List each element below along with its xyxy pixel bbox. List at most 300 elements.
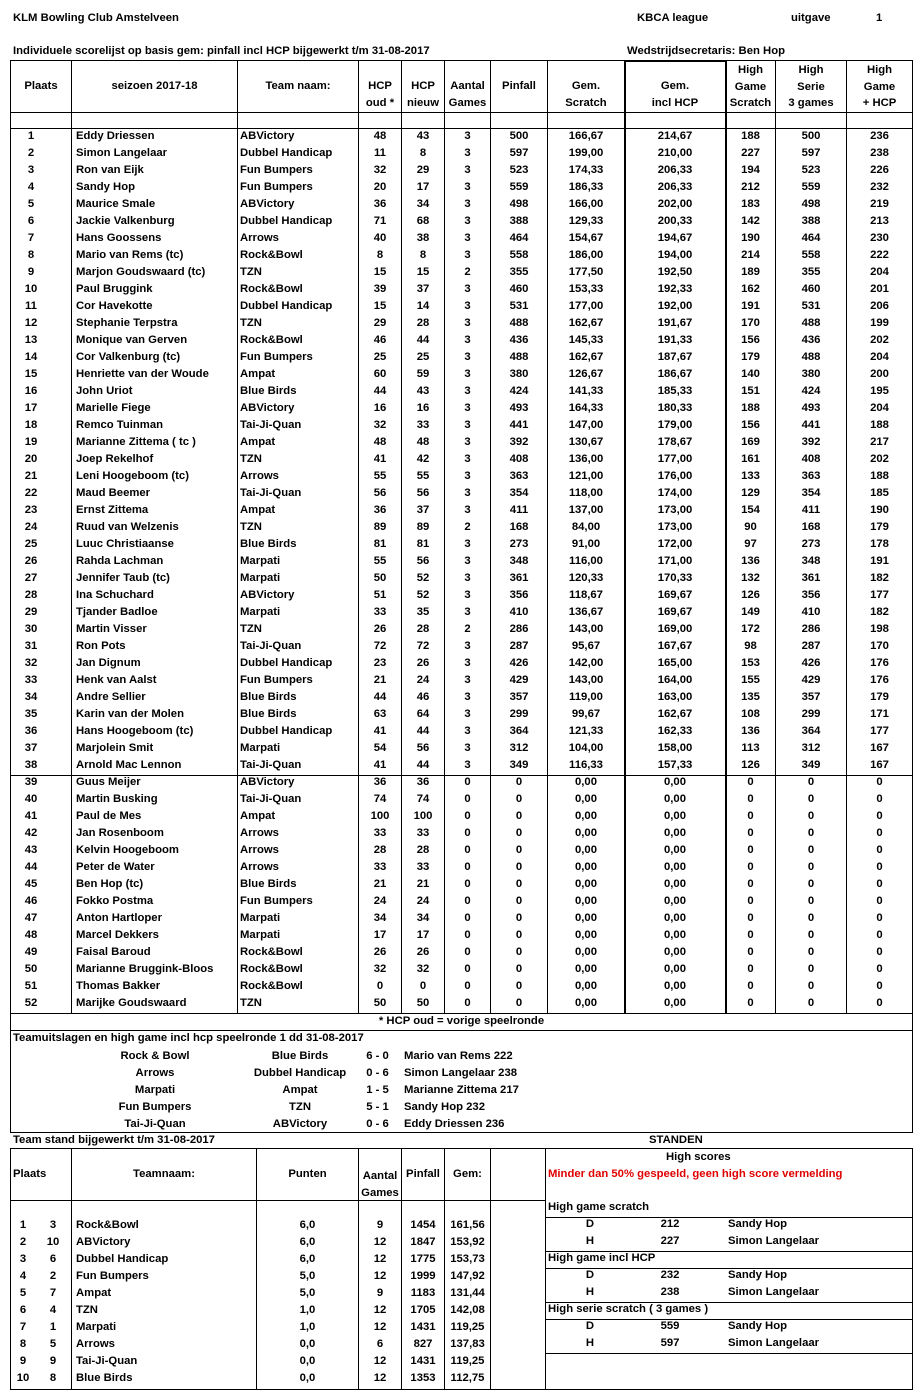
table-row xyxy=(0,231,923,248)
pinfall: 436 xyxy=(509,334,529,346)
hcp-old: 20 xyxy=(373,181,387,193)
avg-scratch: 0,00 xyxy=(575,793,597,805)
team-name: TZN xyxy=(240,453,262,465)
hcp-new: 29 xyxy=(416,164,430,176)
hcp-old: 34 xyxy=(373,912,387,924)
rank: 29 xyxy=(24,606,38,618)
high-game-scratch: 132 xyxy=(741,572,760,584)
stand-games: 12 xyxy=(373,1321,387,1333)
stand-prev: 2 xyxy=(49,1270,57,1282)
high-series: 464 xyxy=(801,232,821,244)
pinfall: 523 xyxy=(509,164,529,176)
high-game-hcp: 232 xyxy=(870,181,889,193)
high-game-hcp: 238 xyxy=(870,147,889,159)
player-name: Henk van Aalst xyxy=(76,674,157,686)
stand-team: Dubbel Handicap xyxy=(76,1253,169,1265)
high-game-scratch: 98 xyxy=(744,640,757,652)
pinfall: 388 xyxy=(509,215,529,227)
table-row xyxy=(0,741,923,758)
games: 3 xyxy=(464,453,471,465)
hcp-old: 44 xyxy=(373,385,387,397)
stand-points: 6,0 xyxy=(299,1253,316,1265)
avg-hcp: 0,00 xyxy=(664,776,686,788)
games: 0 xyxy=(464,793,471,805)
stand-games: 12 xyxy=(373,1253,387,1265)
high-game-scratch: 113 xyxy=(741,742,760,754)
pinfall: 531 xyxy=(509,300,529,312)
col-avg-hcp: Gem. incl HCP xyxy=(651,80,699,109)
hcp-old: 36 xyxy=(373,198,387,210)
divider xyxy=(545,1302,913,1303)
divider xyxy=(490,1148,491,1390)
avg-scratch: 126,67 xyxy=(568,368,604,380)
divider xyxy=(490,60,491,1013)
high-score-division: H xyxy=(585,1235,595,1247)
table-row xyxy=(0,945,923,962)
games: 3 xyxy=(464,606,471,618)
divider xyxy=(10,60,11,1013)
rank: 21 xyxy=(24,470,38,482)
rank: 17 xyxy=(24,402,38,414)
stand-games: 12 xyxy=(373,1372,387,1384)
team-name: Marpati xyxy=(240,929,281,941)
avg-hcp: 0,00 xyxy=(664,963,686,975)
table-row xyxy=(0,996,923,1013)
games: 0 xyxy=(464,997,471,1009)
high-game-scratch: 161 xyxy=(741,453,760,465)
league-name: KBCA league xyxy=(637,12,709,24)
team-name: Dubbel Handicap xyxy=(240,725,333,737)
stand-pinfall: 1353 xyxy=(410,1372,436,1384)
footnote: * HCP oud = vorige speelronde xyxy=(378,1015,545,1027)
home-team: Arrows xyxy=(135,1067,175,1079)
stand-place: 10 xyxy=(16,1372,30,1384)
player-name: Maud Beemer xyxy=(76,487,151,499)
games: 0 xyxy=(464,980,471,992)
team-name: Rock&Bowl xyxy=(240,334,303,346)
high-series: 287 xyxy=(801,640,821,652)
rank: 24 xyxy=(24,521,38,533)
avg-hcp: 192,50 xyxy=(657,266,693,278)
avg-scratch: 0,00 xyxy=(575,963,597,975)
hcp-new: 56 xyxy=(416,742,430,754)
divider xyxy=(10,1030,11,1132)
stand-prev: 10 xyxy=(46,1236,60,1248)
rank: 10 xyxy=(24,283,38,295)
hcp-old: 33 xyxy=(373,861,387,873)
divider xyxy=(10,1013,913,1014)
avg-hcp: 0,00 xyxy=(664,980,686,992)
avg-hcp: 0,00 xyxy=(664,793,686,805)
games: 3 xyxy=(464,402,471,414)
avg-scratch: 0,00 xyxy=(575,912,597,924)
games: 3 xyxy=(464,691,471,703)
rank: 11 xyxy=(25,300,37,312)
pinfall: 357 xyxy=(509,691,529,703)
high-game-hcp: 176 xyxy=(870,657,889,669)
col-games: Aantal Games xyxy=(448,80,487,109)
high-series: 597 xyxy=(801,147,821,159)
hcp-old: 72 xyxy=(373,640,387,652)
high-series: 559 xyxy=(801,181,821,193)
high-game-scratch: 0 xyxy=(747,878,754,890)
stand-avg: 142,08 xyxy=(450,1304,485,1316)
hcp-new: 52 xyxy=(416,589,430,601)
table-row xyxy=(0,792,923,809)
high-series: 312 xyxy=(801,742,821,754)
team-name: Blue Birds xyxy=(240,691,297,703)
secretary: Wedstrijdsecretaris: Ben Hop xyxy=(627,45,785,57)
rank: 34 xyxy=(24,691,38,703)
high-game-scratch: 136 xyxy=(741,725,760,737)
divider xyxy=(10,1013,11,1030)
avg-hcp: 192,00 xyxy=(657,300,693,312)
high-game-scratch: 169 xyxy=(741,436,760,448)
player-name: Marijke Goudswaard xyxy=(76,997,187,1009)
high-game-scratch: 0 xyxy=(747,793,754,805)
pinfall: 355 xyxy=(509,266,529,278)
stand-prev: 9 xyxy=(49,1355,57,1367)
avg-scratch: 118,67 xyxy=(569,589,603,601)
divider xyxy=(10,128,913,129)
stand-team: Rock&Bowl xyxy=(76,1219,139,1231)
avg-scratch: 154,67 xyxy=(568,232,604,244)
pinfall: 354 xyxy=(509,487,529,499)
high-series: 0 xyxy=(807,793,815,805)
hcp-old: 41 xyxy=(373,759,387,771)
stand-pinfall: 1183 xyxy=(410,1287,436,1299)
player-name: Remco Tuinman xyxy=(76,419,164,431)
high-game-scratch: 97 xyxy=(744,538,757,550)
high-game-scratch: 194 xyxy=(741,164,760,176)
rank: 35 xyxy=(24,708,38,720)
home-team: Tai-Ji-Quan xyxy=(124,1118,186,1130)
hcp-new: 52 xyxy=(416,572,430,584)
games: 3 xyxy=(464,232,471,244)
rank: 49 xyxy=(24,946,38,958)
hcp-old: 33 xyxy=(373,827,387,839)
hcp-old: 36 xyxy=(373,504,387,516)
high-game-hcp: 236 xyxy=(870,130,889,142)
hcp-new: 81 xyxy=(416,538,430,550)
stand-col-avg: Gem: xyxy=(453,1168,482,1180)
hcp-old: 26 xyxy=(373,946,387,958)
high-series: 408 xyxy=(801,453,821,465)
hcp-new: 0 xyxy=(419,980,427,992)
team-result-row xyxy=(0,1100,923,1117)
rank: 26 xyxy=(24,555,38,567)
high-game-hcp: 200 xyxy=(870,368,889,380)
hcp-old: 32 xyxy=(373,419,387,431)
high-game-hcp: 0 xyxy=(876,929,883,941)
high-game-hcp: 0 xyxy=(876,844,883,856)
stand-row xyxy=(0,1252,923,1269)
high-series: 488 xyxy=(801,317,821,329)
avg-scratch: 143,00 xyxy=(568,623,604,635)
hcp-new: 36 xyxy=(416,776,430,788)
stand-pinfall: 827 xyxy=(413,1338,433,1350)
avg-hcp: 192,33 xyxy=(657,283,693,295)
stand-avg: 147,92 xyxy=(450,1270,485,1282)
away-team: Dubbel Handicap xyxy=(253,1067,347,1079)
player-name: Ruud van Welzenis xyxy=(76,521,179,533)
score: 6 - 0 xyxy=(366,1050,389,1062)
games: 3 xyxy=(464,283,471,295)
player-name: Simon Langelaar xyxy=(76,147,168,159)
team-name: Dubbel Handicap xyxy=(240,300,333,312)
player-name: Martin Busking xyxy=(76,793,158,805)
high-game-scratch: 227 xyxy=(741,147,760,159)
team-name: ABVictory xyxy=(240,198,295,210)
avg-scratch: 129,33 xyxy=(568,215,604,227)
high-game-hcp: 182 xyxy=(870,572,889,584)
avg-scratch: 162,67 xyxy=(568,351,604,363)
table-row xyxy=(0,622,923,639)
high-game-hcp: 178 xyxy=(870,538,889,550)
hcp-new: 44 xyxy=(416,725,430,737)
stand-place: 5 xyxy=(19,1287,27,1299)
rank: 12 xyxy=(24,317,38,329)
stand-avg: 153,92 xyxy=(450,1236,485,1248)
high-score-division: D xyxy=(585,1320,595,1332)
high-game-hcp: 230 xyxy=(870,232,889,244)
hcp-new: 42 xyxy=(416,453,430,465)
team-name: ABVictory xyxy=(240,776,295,788)
col-hcp-old: HCP oud * xyxy=(365,80,395,109)
stand-games: 12 xyxy=(373,1355,387,1367)
stand-prev: 8 xyxy=(49,1372,57,1384)
pinfall: 493 xyxy=(509,402,529,414)
hcp-old: 21 xyxy=(373,674,387,686)
stand-pinfall: 1431 xyxy=(410,1355,436,1367)
avg-scratch: 186,33 xyxy=(568,181,604,193)
table-row xyxy=(0,435,923,452)
col-high-game-scratch: High Game Scratch xyxy=(729,64,772,109)
high-series: 0 xyxy=(807,946,815,958)
divider xyxy=(10,1200,545,1201)
rank: 4 xyxy=(27,181,35,193)
player-name: Paul de Mes xyxy=(76,810,142,822)
hcp-new: 48 xyxy=(416,436,430,448)
table-row xyxy=(0,877,923,894)
rank: 45 xyxy=(24,878,38,890)
avg-scratch: 95,67 xyxy=(571,640,601,652)
avg-hcp: 200,33 xyxy=(657,215,693,227)
high-game-scratch: 0 xyxy=(747,810,754,822)
stand-col-points: Punten xyxy=(288,1168,327,1180)
games: 3 xyxy=(464,164,471,176)
high-series: 364 xyxy=(801,725,821,737)
stand-prev: 5 xyxy=(49,1338,57,1350)
divider xyxy=(444,60,445,1013)
hcp-old: 0 xyxy=(376,980,384,992)
pinfall: 392 xyxy=(509,436,529,448)
avg-scratch: 116,33 xyxy=(569,759,603,771)
pinfall: 426 xyxy=(509,657,529,669)
avg-hcp: 177,00 xyxy=(657,453,693,465)
team-name: Rock&Bowl xyxy=(240,249,303,261)
stand-team: TZN xyxy=(76,1304,98,1316)
high-game-hcp: 177 xyxy=(870,589,889,601)
high-game-hcp: 198 xyxy=(870,623,889,635)
high-series: 0 xyxy=(807,861,815,873)
hcp-old: 11 xyxy=(374,147,386,159)
table-row xyxy=(0,758,923,775)
player-name: Leni Hoogeboom (tc) xyxy=(76,470,189,482)
avg-hcp: 172,00 xyxy=(657,538,693,550)
high-game-hcp: 0 xyxy=(876,861,883,873)
team-name: Blue Birds xyxy=(240,878,297,890)
pinfall: 0 xyxy=(515,827,523,839)
games: 0 xyxy=(464,861,471,873)
high-game-hcp: 226 xyxy=(870,164,889,176)
player-name: Marcel Dekkers xyxy=(76,929,159,941)
games: 3 xyxy=(464,419,471,431)
pinfall: 597 xyxy=(509,147,529,159)
high-game-hcp: 0 xyxy=(876,946,883,958)
hcp-new: 15 xyxy=(416,266,430,278)
high-score-player: Simon Langelaar xyxy=(728,1337,820,1349)
stand-avg: 119,25 xyxy=(450,1355,485,1367)
avg-hcp: 0,00 xyxy=(664,861,686,873)
divider xyxy=(10,1148,11,1390)
team-name: ABVictory xyxy=(240,130,295,142)
avg-hcp: 157,33 xyxy=(657,759,693,771)
games: 0 xyxy=(464,776,471,788)
hcp-new: 44 xyxy=(416,759,430,771)
hcp-old: 48 xyxy=(373,436,387,448)
rank: 43 xyxy=(24,844,38,856)
high-game-scratch: 151 xyxy=(741,385,760,397)
high-series: 523 xyxy=(801,164,821,176)
rank: 47 xyxy=(24,912,38,924)
hcp-old: 23 xyxy=(373,657,387,669)
high-game-scratch: 133 xyxy=(741,470,760,482)
divider xyxy=(624,60,626,1013)
avg-hcp: 0,00 xyxy=(664,827,686,839)
hcp-new: 37 xyxy=(416,283,430,295)
hcp-old: 21 xyxy=(373,878,387,890)
high-series: 355 xyxy=(801,266,821,278)
divider xyxy=(358,1148,359,1390)
high-score-player: Sandy Hop xyxy=(728,1320,787,1332)
hcp-new: 43 xyxy=(416,130,430,142)
hcp-old: 46 xyxy=(373,334,387,346)
high-series: 460 xyxy=(801,283,821,295)
divider xyxy=(545,1353,913,1354)
high-game-scratch: 0 xyxy=(747,776,754,788)
pinfall: 364 xyxy=(509,725,529,737)
table-row xyxy=(0,316,923,333)
high-game-hcp: 213 xyxy=(870,215,889,227)
high-game-scratch: 162 xyxy=(741,283,760,295)
team-name: Ampat xyxy=(240,504,276,516)
player-name: Luuc Christiaanse xyxy=(76,538,174,550)
avg-hcp: 162,33 xyxy=(657,725,693,737)
hcp-old: 8 xyxy=(376,249,384,261)
hcp-old: 60 xyxy=(373,368,387,380)
high-game-scratch: 0 xyxy=(747,912,754,924)
stand-place: 9 xyxy=(19,1355,27,1367)
table-row xyxy=(0,214,923,231)
hcp-old: 81 xyxy=(373,538,387,550)
col-avg-scratch: Gem. Scratch xyxy=(565,80,607,109)
table-row xyxy=(0,367,923,384)
high-series: 0 xyxy=(807,963,815,975)
home-team: Fun Bumpers xyxy=(118,1101,192,1113)
avg-hcp: 162,67 xyxy=(657,708,693,720)
rank: 6 xyxy=(27,215,35,227)
high-game-hcp: 217 xyxy=(870,436,889,448)
hcp-old: 24 xyxy=(373,895,387,907)
table-row xyxy=(0,248,923,265)
avg-hcp: 187,67 xyxy=(657,351,693,363)
games: 3 xyxy=(464,130,471,142)
high-series: 424 xyxy=(801,385,821,397)
pinfall: 464 xyxy=(509,232,529,244)
player-name: Jackie Valkenburg xyxy=(76,215,175,227)
rank: 31 xyxy=(24,640,38,652)
stand-avg: 119,25 xyxy=(450,1321,485,1333)
pinfall: 410 xyxy=(509,606,529,618)
games: 2 xyxy=(464,521,471,533)
high-game-hcp: 0 xyxy=(876,912,883,924)
hcp-new: 46 xyxy=(416,691,430,703)
pinfall: 0 xyxy=(515,793,523,805)
hcp-new: 34 xyxy=(416,198,430,210)
team-name: Fun Bumpers xyxy=(240,164,313,176)
high-game-scratch: 108 xyxy=(741,708,760,720)
avg-hcp: 0,00 xyxy=(664,810,686,822)
high-series: 380 xyxy=(801,368,821,380)
team-name: TZN xyxy=(240,521,262,533)
avg-scratch: 116,00 xyxy=(569,555,603,567)
pinfall: 0 xyxy=(515,844,523,856)
high-series: 354 xyxy=(801,487,821,499)
team-name: Arrows xyxy=(240,827,279,839)
stand-place: 6 xyxy=(19,1304,27,1316)
avg-hcp: 165,00 xyxy=(657,657,693,669)
pinfall: 0 xyxy=(515,946,523,958)
table-row xyxy=(0,554,923,571)
high-series: 0 xyxy=(807,776,815,788)
player-name: Ina Schuchard xyxy=(76,589,154,601)
avg-scratch: 121,33 xyxy=(568,725,604,737)
stand-pinfall: 1454 xyxy=(410,1219,436,1231)
avg-scratch: 0,00 xyxy=(575,776,597,788)
rank: 30 xyxy=(24,623,38,635)
hcp-new: 33 xyxy=(416,419,430,431)
player-name: Jennifer Taub (tc) xyxy=(76,572,170,584)
hcp-old: 44 xyxy=(373,691,387,703)
rank: 33 xyxy=(24,674,38,686)
hcp-old: 40 xyxy=(373,232,387,244)
high-game: Sandy Hop 232 xyxy=(404,1101,485,1113)
games: 3 xyxy=(464,317,471,329)
team-name: Arrows xyxy=(240,232,279,244)
avg-scratch: 0,00 xyxy=(575,861,597,873)
avg-hcp: 0,00 xyxy=(664,946,686,958)
high-game-scratch: 0 xyxy=(747,895,754,907)
pinfall: 349 xyxy=(509,759,529,771)
hcp-new: 33 xyxy=(416,861,430,873)
hcp-old: 55 xyxy=(373,470,387,482)
team-name: Blue Birds xyxy=(240,385,297,397)
hcp-old: 39 xyxy=(373,283,387,295)
stand-place: 4 xyxy=(19,1270,27,1282)
hcp-new: 32 xyxy=(416,963,430,975)
stand-avg: 161,56 xyxy=(450,1219,485,1231)
